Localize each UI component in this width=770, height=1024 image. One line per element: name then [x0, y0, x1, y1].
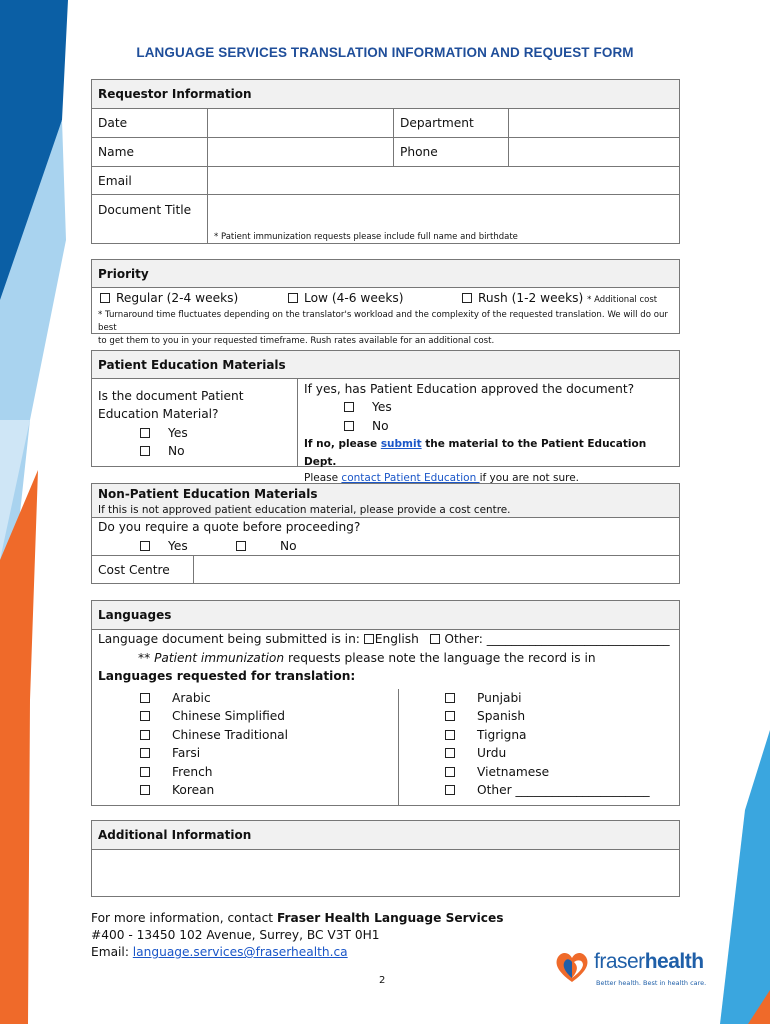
low-label: Low (4-6 weeks) — [304, 291, 404, 305]
submitted-in-text: Language document being submitted is in: — [98, 632, 364, 646]
language-label: Tigrigna — [477, 727, 527, 742]
language-label: Other ______________________ — [477, 783, 650, 798]
language-label: Punjabi — [477, 690, 522, 705]
page-number: 2 — [379, 975, 386, 986]
no-label: No — [280, 538, 297, 553]
language-label: Urdu — [477, 746, 507, 761]
language-label: Chinese Simplified — [172, 709, 285, 724]
quote-yes-option[interactable] — [140, 537, 188, 556]
language-label: Vietnamese — [477, 764, 550, 779]
doc-title-note: * Patient immunization requests please include full name and birthdate — [214, 232, 518, 242]
phone-field[interactable] — [509, 138, 679, 166]
footer-org-name: Fraser Health Language Services — [276, 911, 504, 925]
name-label: Name — [92, 138, 208, 166]
regular-label: Regular (2-4 weeks) — [116, 291, 239, 305]
pe-question-2: If yes, has Patient Education approved the document? — [304, 382, 635, 396]
language-label: Arabic — [172, 690, 211, 705]
date-field[interactable] — [208, 109, 394, 137]
priority-note-1: * Turnaround time fluctuates depending on the translator's workload and the complexity of the requested translation. We will do our best — [98, 310, 668, 333]
checkbox[interactable] — [445, 693, 455, 703]
non-patient-heading: Non-Patient Education Materials — [92, 484, 679, 503]
language-option[interactable] — [445, 781, 679, 800]
checkbox[interactable] — [100, 293, 110, 303]
logo-tagline: Better health. Best in health care. — [596, 979, 707, 987]
right-decoration — [700, 730, 770, 1024]
language-option[interactable] — [445, 726, 679, 745]
language-label: Farsi — [172, 746, 201, 761]
phone-label: Phone — [394, 138, 509, 166]
yes-label: Yes — [168, 425, 188, 440]
languages-left-column — [92, 689, 399, 805]
languages-section — [91, 600, 680, 806]
pe-q2-yes-option[interactable] — [304, 398, 679, 416]
pe-q2-no-option[interactable] — [304, 417, 679, 435]
requestor-section — [91, 79, 680, 244]
languages-right-column — [399, 689, 679, 805]
heart-logo-icon — [552, 948, 592, 986]
no-label: No — [372, 418, 389, 433]
requestor-heading: Requestor Information — [92, 80, 679, 109]
language-label: Spanish — [477, 709, 526, 724]
email-link[interactable]: language.services@fraserhealth.ca — [132, 945, 348, 959]
checkbox[interactable] — [445, 711, 455, 721]
pe-q1-yes-option[interactable] — [98, 424, 297, 442]
additional-info-section — [91, 820, 680, 897]
patient-education-section — [91, 350, 680, 485]
note-prefix: ** — [138, 650, 155, 665]
language-label: Korean — [172, 783, 215, 798]
no-label: No — [168, 443, 185, 458]
email-label: Email: — [91, 945, 133, 959]
form-title: LANGUAGE SERVICES TRANSLATION INFORMATION AND REQUEST FORM — [136, 45, 634, 60]
checkbox[interactable] — [462, 293, 472, 303]
requested-heading: Languages requested for translation: — [98, 669, 356, 683]
footer-email-line — [91, 944, 504, 961]
checkbox[interactable] — [140, 446, 150, 456]
immunization-note — [98, 649, 679, 668]
footer-contact — [91, 910, 504, 961]
language-label: Chinese Traditional — [172, 727, 289, 742]
checkbox[interactable] — [288, 293, 298, 303]
email-label: Email — [92, 167, 208, 194]
logo-wordmark — [594, 950, 704, 974]
priority-rush-option[interactable] — [462, 291, 657, 305]
checkbox[interactable] — [140, 730, 150, 740]
checkbox[interactable] — [140, 767, 150, 777]
rush-label: Rush (1-2 weeks) — [478, 291, 584, 305]
checkbox[interactable] — [140, 748, 150, 758]
english-checkbox[interactable] — [364, 634, 374, 644]
pe-question-1-line2: Education Material? — [98, 407, 219, 422]
priority-low-option[interactable] — [288, 291, 404, 305]
language-option[interactable] — [140, 689, 398, 708]
email-field[interactable] — [208, 167, 679, 194]
priority-section — [91, 259, 680, 346]
department-field[interactable] — [509, 109, 679, 137]
logo-name-light: fraser — [594, 950, 645, 973]
please-text: Please — [304, 472, 342, 485]
left-decoration — [0, 0, 72, 1024]
additional-info-heading: Additional Information — [92, 821, 679, 850]
logo-name-bold: health — [644, 950, 704, 973]
doc-title-label: Document Title — [92, 195, 208, 243]
date-label: Date — [92, 109, 208, 137]
rush-note: * Additional cost — [587, 295, 658, 305]
if-no-text: If no, please — [304, 437, 381, 450]
other-checkbox[interactable] — [430, 634, 440, 644]
languages-heading: Languages — [92, 601, 679, 630]
pe-q1-no-option[interactable] — [98, 442, 297, 460]
name-field[interactable] — [208, 138, 394, 166]
language-option[interactable] — [445, 763, 679, 782]
non-patient-education-section — [91, 483, 680, 584]
checkbox[interactable] — [140, 541, 150, 551]
cost-centre-field[interactable] — [194, 556, 679, 583]
footer-address: #400 - 13450 102 Avenue, Surrey, BC V3T 0H1 — [91, 928, 380, 942]
checkbox[interactable] — [344, 421, 354, 431]
quote-question: Do you require a quote before proceeding? — [98, 520, 361, 534]
checkbox[interactable] — [236, 541, 246, 551]
not-sure-text: if you are not sure. — [479, 472, 580, 485]
checkbox[interactable] — [344, 402, 354, 412]
priority-note-2: to get them to you in your requested timeframe. Rush rates available for an additional cost. — [98, 336, 495, 346]
pe-submit-line — [304, 435, 679, 472]
checkbox[interactable] — [445, 730, 455, 740]
checkbox[interactable] — [140, 711, 150, 721]
quote-no-option[interactable] — [236, 537, 297, 556]
department-label: Department — [394, 109, 509, 137]
additional-info-field[interactable] — [92, 850, 679, 896]
cost-centre-label: Cost Centre — [92, 556, 194, 583]
pe-question-1-line1: Is the document Patient — [98, 389, 244, 403]
checkbox[interactable] — [140, 428, 150, 438]
checkbox[interactable] — [445, 748, 455, 758]
submitted-language-line — [98, 630, 679, 649]
non-patient-subnote: If this is not approved patient education material, please provide a cost centre. — [92, 503, 679, 518]
checkbox[interactable] — [445, 785, 455, 795]
checkbox[interactable] — [445, 767, 455, 777]
priority-heading: Priority — [92, 260, 679, 288]
other-language-field[interactable]: Other: ______________________________ — [444, 632, 670, 646]
footer-contact-text: For more information, contact — [91, 911, 277, 925]
submit-link[interactable]: submit — [380, 437, 422, 450]
patient-education-heading: Patient Education Materials — [92, 351, 679, 379]
footer-line-1 — [91, 910, 504, 927]
language-option[interactable] — [140, 763, 398, 782]
language-option[interactable] — [140, 744, 398, 763]
checkbox[interactable] — [140, 785, 150, 795]
language-option[interactable] — [140, 726, 398, 745]
checkbox[interactable] — [140, 693, 150, 703]
yes-label: Yes — [372, 400, 392, 415]
contact-patient-education-link[interactable]: contact Patient Education — [341, 472, 480, 485]
note-rest: requests please note the language the record is in — [284, 650, 596, 665]
note-italic: Patient immunization — [154, 650, 285, 665]
language-label: French — [172, 764, 213, 779]
priority-regular-option[interactable] — [100, 291, 238, 305]
english-label: English — [374, 632, 419, 646]
language-option[interactable] — [445, 689, 679, 708]
language-option[interactable] — [445, 744, 679, 763]
fraser-health-logo — [552, 948, 707, 992]
language-option[interactable] — [140, 781, 398, 800]
doc-title-field[interactable] — [208, 195, 679, 243]
language-option[interactable] — [445, 707, 679, 726]
yes-label: Yes — [168, 538, 188, 553]
language-option[interactable] — [140, 707, 398, 726]
submit-rest-text: the material to the Patient Education Dept. — [304, 437, 647, 469]
